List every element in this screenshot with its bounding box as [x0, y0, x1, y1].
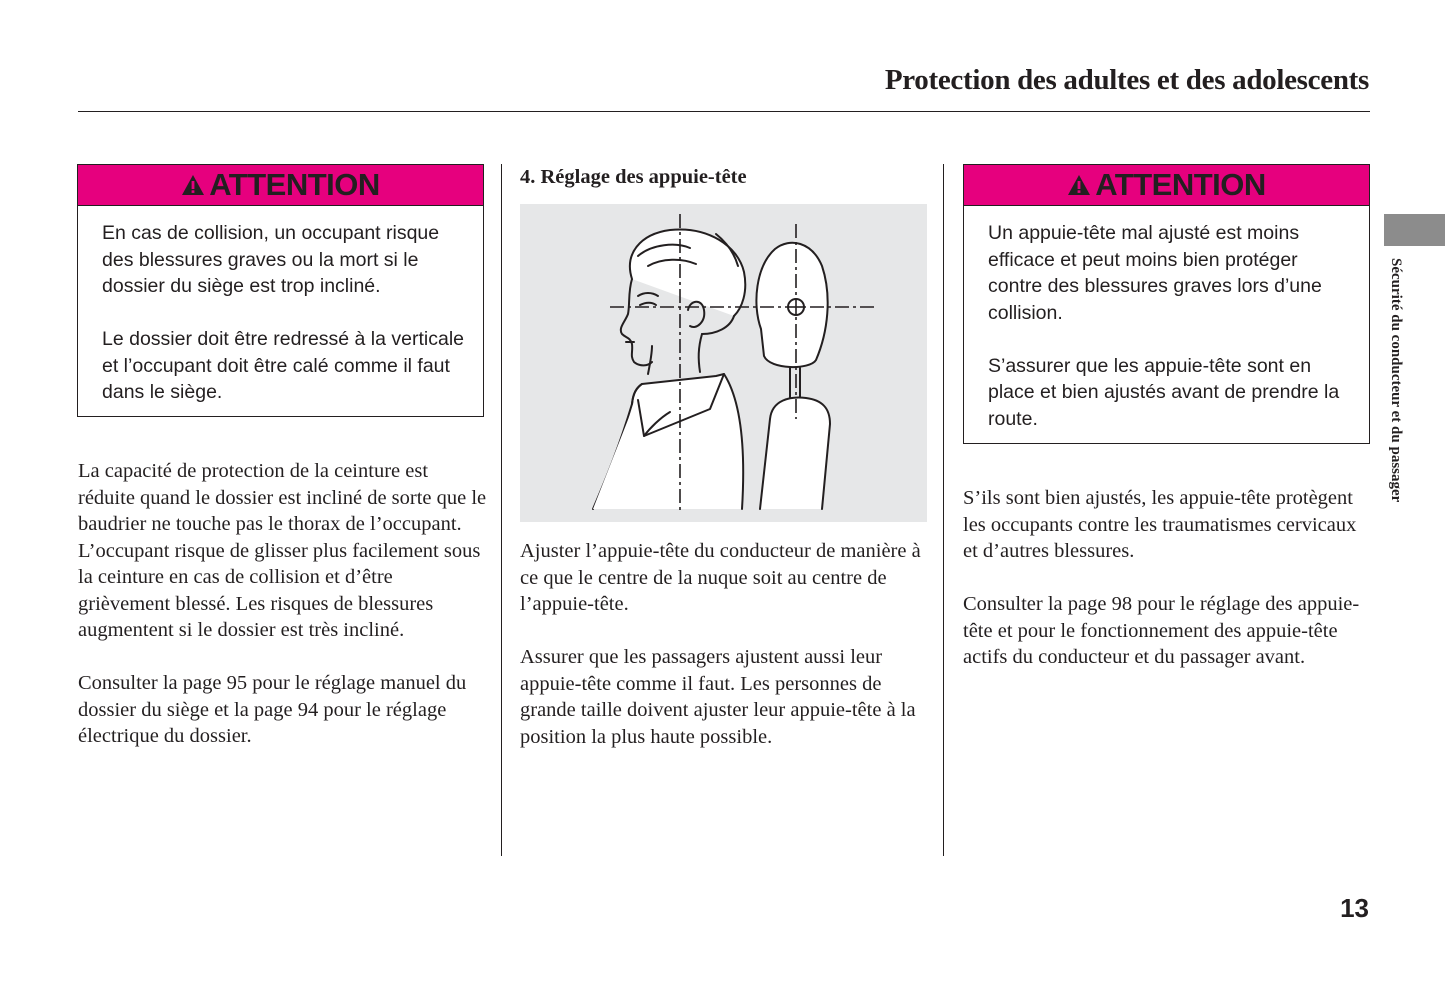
warning-label: ATTENTION — [209, 167, 380, 202]
middle-body-text — [520, 538, 932, 777]
warning-box-seat — [77, 164, 484, 417]
page-title: Protection des adultes et des adolescents — [884, 64, 1369, 96]
warning-header — [78, 165, 483, 206]
paragraph: Consulter la page 98 pour le réglage des appuie-tête et pour le fonctionnement des appuie-tête actifs du conducteur et du passager avant. — [963, 593, 1360, 668]
paragraph: La capacité de protection de la ceinture est réduite quand le dossier est incliné de sorte que le baudrier ne touche pas le thorax de l’occupant. L’occupant risque de glisser plus facilement sous la ceinture en cas de collision et d’être grièvement blessé. Les risques de blessures augmentent si le dossier est très incliné. — [78, 460, 487, 641]
paragraph: S’ils sont bien ajustés, les appuie-tête protègent les occupants contre les traumatismes cervicaux et d’autres blessures. — [963, 487, 1357, 562]
warning-text: S’assurer que les appuie-tête sont en place et bien ajustés avant de prendre la route. — [988, 354, 1340, 430]
warning-label: ATTENTION — [1095, 167, 1266, 202]
head-restraint-drawing — [520, 204, 927, 522]
warning-triangle-icon — [181, 174, 205, 196]
column-divider-1 — [501, 164, 502, 856]
section-heading: 4. Réglage des appuie-tête — [520, 166, 747, 188]
warning-header — [964, 165, 1369, 206]
left-body-text — [78, 458, 488, 776]
page-number: 13 — [1340, 893, 1369, 923]
warning-text: Un appuie-tête mal ajusté est moins efficace et peut moins bien protéger contre des blessures graves lors d’une collision. — [988, 222, 1322, 324]
warning-box-headrest — [963, 164, 1370, 444]
warning-text: Le dossier doit être redressé à la verticale et l’occupant doit être calé comme il faut dans le siège. — [102, 328, 465, 403]
warning-triangle-icon — [1067, 174, 1091, 196]
head-restraint-illustration — [520, 204, 927, 522]
warning-text: En cas de collision, un occupant risque des blessures graves ou la mort si le dossier du siège est trop incliné. — [102, 222, 440, 297]
paragraph: Consulter la page 95 pour le réglage manuel du dossier du siège et la page 94 pour le réglage électrique du dossier. — [78, 672, 467, 747]
paragraph: Assurer que les passagers ajustent aussi leur appuie-tête comme il faut. Les personnes de grande taille doivent ajuster leur appuie-tête à la position la plus haute possible. — [520, 646, 916, 748]
right-body-text — [963, 485, 1375, 697]
header-rule — [78, 111, 1370, 112]
section-side-label: Sécurité du conducteur et du passager — [1388, 258, 1404, 503]
column-divider-2 — [943, 164, 944, 856]
section-tab-marker — [1384, 214, 1445, 246]
paragraph: Ajuster l’appuie-tête du conducteur de manière à ce que le centre de la nuque soit au centre de l’appuie-tête. — [520, 540, 921, 615]
